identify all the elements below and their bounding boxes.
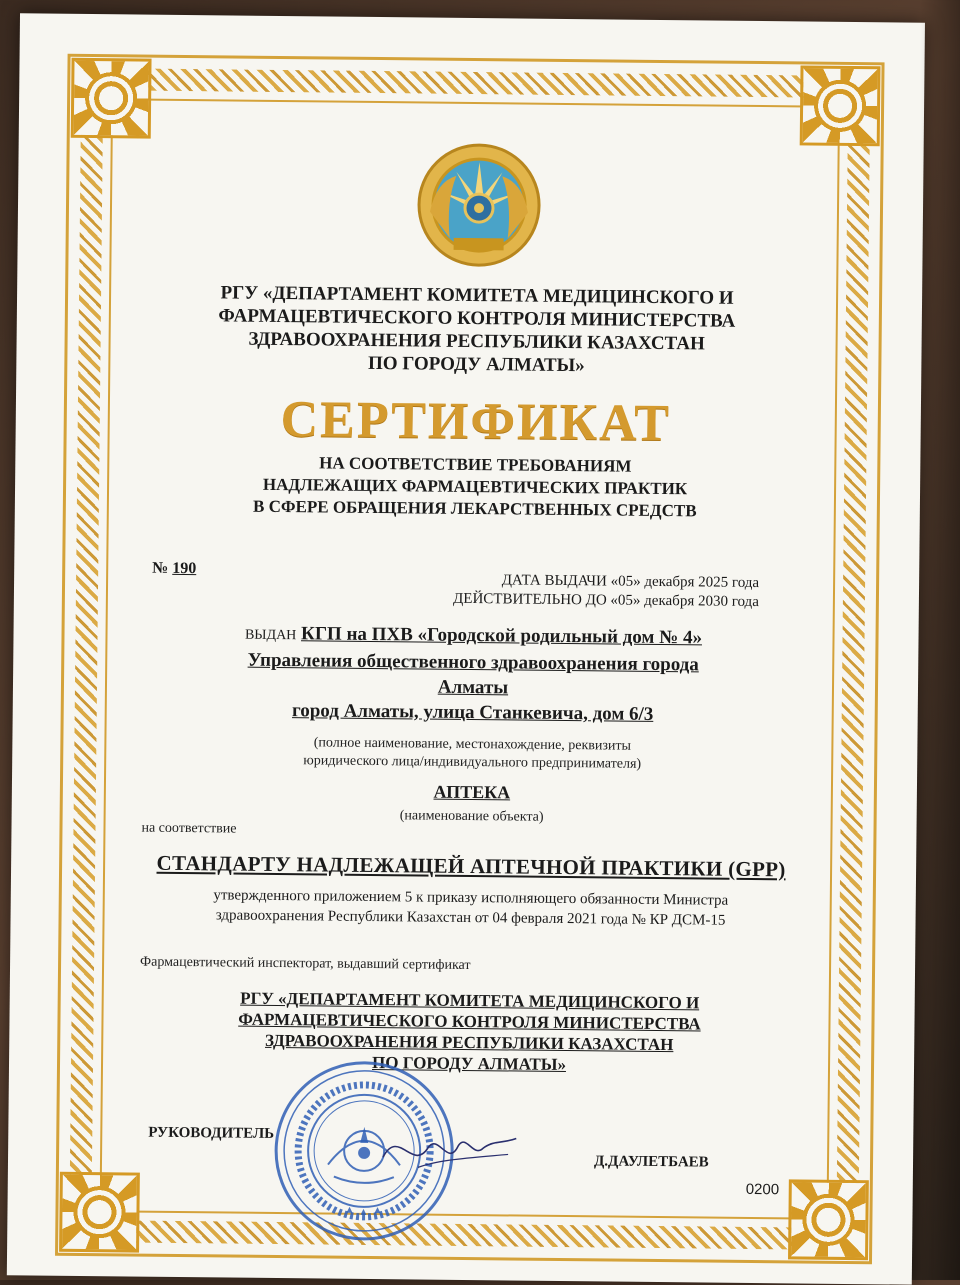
handwritten-signature bbox=[378, 1117, 519, 1178]
kazakhstan-state-emblem-icon bbox=[415, 141, 542, 268]
subtitle-line: НАДЛЕЖАЩИХ ФАРМАЦЕВТИЧЕСКИХ ПРАКТИК bbox=[262, 474, 688, 499]
note-line: (полное наименование, местонахождение, реквизиты bbox=[313, 735, 632, 754]
certificate-title: СЕРТИФИКАТ bbox=[280, 391, 672, 453]
issued-line: Алматы bbox=[437, 676, 509, 699]
corner-ornament-icon bbox=[788, 1179, 869, 1260]
corner-ornament-icon bbox=[800, 65, 881, 146]
issuer-header bbox=[136, 281, 817, 380]
object-name: АПТЕКА bbox=[433, 781, 511, 803]
background-edge bbox=[920, 0, 960, 1280]
standard-name: СТАНДАРТУ НАДЛЕЖАЩЕЙ АПТЕЧНОЙ ПРАКТИКИ (GPP) bbox=[156, 850, 786, 882]
issued-to bbox=[133, 619, 814, 728]
issued-note bbox=[132, 732, 812, 775]
serial-number: 0200 bbox=[745, 1180, 780, 1199]
inspectorate-line: РГУ «ДЕПАРТАМЕНТ КОМИТЕТА МЕДИЦИНСКОГО И bbox=[240, 988, 700, 1013]
object-note: (наименование объекта) bbox=[399, 808, 544, 825]
subtitle-line: В СФЕРЕ ОБРАЩЕНИЯ ЛЕКАРСТВЕННЫХ СРЕДСТВ bbox=[253, 496, 697, 521]
certificate-sheet bbox=[7, 13, 925, 1284]
issued-line: Управления общественного здравоохранения города bbox=[247, 649, 699, 676]
issued-line: город Алматы, улица Станкевича, дом 6/3 bbox=[291, 700, 654, 725]
certificate-dates bbox=[453, 571, 759, 612]
issued-prefix: ВЫДАН bbox=[244, 627, 297, 644]
header-line: ФАРМАЦЕВТИЧЕСКОГО КОНТРОЛЯ МИНИСТЕРСТВА bbox=[218, 305, 736, 332]
note-line: юридического лица/индивидуального предпринимателя) bbox=[303, 753, 642, 772]
header-line: ПО ГОРОДУ АЛМАТЫ» bbox=[367, 352, 585, 377]
issued-line: КГП на ПХВ «Городской родильный дом № 4» bbox=[300, 623, 703, 649]
approved-line: здравоохранения Республики Казахстан от 04 февраля 2021 года № КР ДСМ-15 bbox=[215, 907, 726, 929]
certificate-number bbox=[152, 560, 196, 578]
approved-line: утвержденного приложением 5 к приказу исполняющего обязанности Министра bbox=[213, 887, 729, 909]
header-line: ЗДРАВООХРАНЕНИЯ РЕСПУБЛИКИ КАЗАХСТАН bbox=[248, 328, 705, 355]
conformity-label: на соответствие bbox=[141, 820, 237, 837]
inspectorate-org bbox=[129, 986, 810, 1077]
corner-ornament-icon bbox=[59, 1172, 140, 1253]
valid-until: ДЕЙСТВИТЕЛЬНО ДО «05» декабря 2030 года bbox=[453, 590, 759, 611]
head-label: РУКОВОДИТЕЛЬ bbox=[148, 1124, 275, 1142]
issue-date: ДАТА ВЫДАЧИ «05» декабря 2025 года bbox=[501, 572, 760, 592]
certificate-subtitle bbox=[135, 450, 816, 523]
inspectorate-line: ЗДРАВООХРАНЕНИЯ РЕСПУБЛИКИ КАЗАХСТАН bbox=[264, 1030, 674, 1055]
inspectorate-line: ПО ГОРОДУ АЛМАТЫ» bbox=[372, 1053, 567, 1075]
number-label: № bbox=[152, 559, 169, 577]
inspectorate-line: ФАРМАЦЕВТИЧЕСКОГО КОНТРОЛЯ МИНИСТЕРСТВА bbox=[238, 1009, 701, 1034]
inspectorate-label: Фармацевтический инспекторат, выдавший сертификат bbox=[140, 954, 471, 974]
subtitle-line: НА СООТВЕТСТВИЕ ТРЕБОВАНИЯМ bbox=[319, 453, 632, 476]
number-value: 190 bbox=[172, 559, 197, 578]
approved-by bbox=[130, 884, 810, 931]
corner-ornament-icon bbox=[71, 58, 152, 139]
head-name: Д.ДАУЛЕТБАЕВ bbox=[593, 1153, 709, 1171]
header-line: РГУ «ДЕПАРТАМЕНТ КОМИТЕТА МЕДИЦИНСКОГО И bbox=[220, 282, 734, 309]
